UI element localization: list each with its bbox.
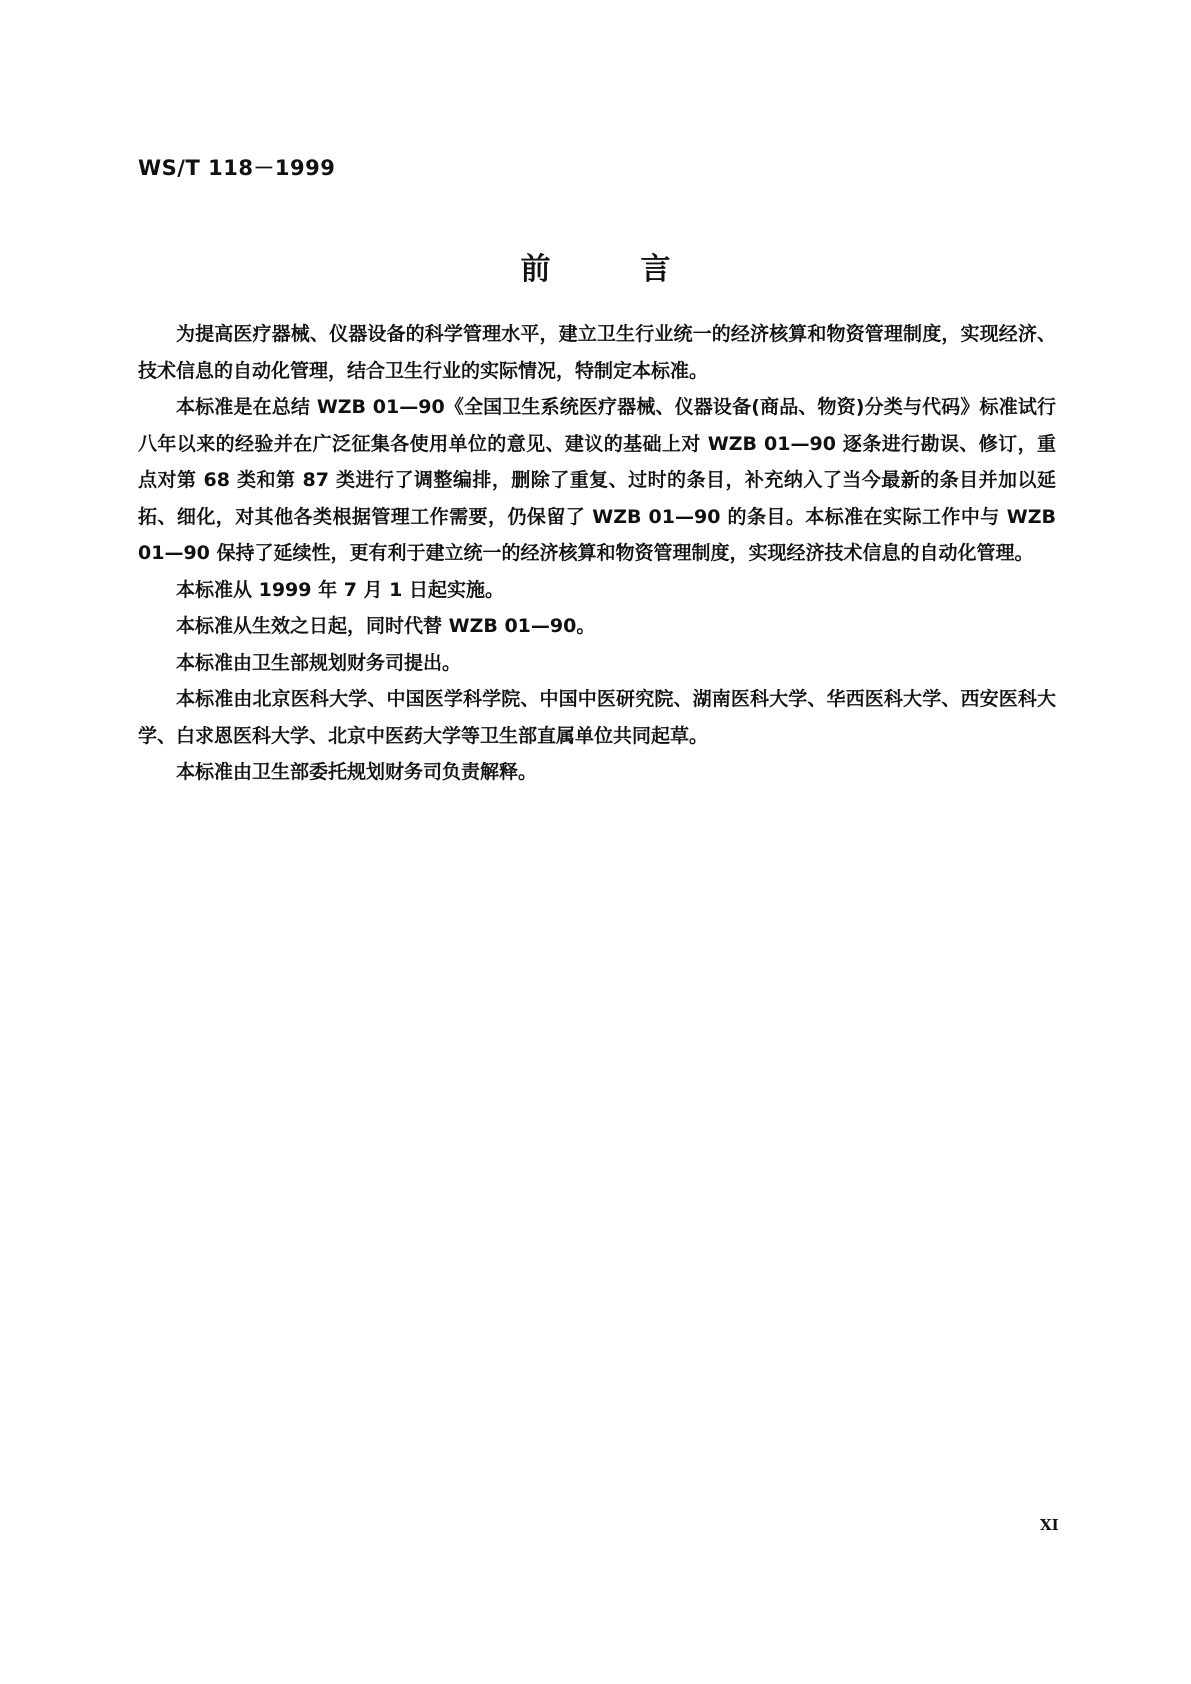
paragraph-replacement: 本标准从生效之日起，同时代替 WZB 01—90。 [176, 615, 596, 637]
paragraph-interpretation: 本标准由卫生部委托规划财务司负责解释。 [176, 761, 538, 783]
paragraph-drafters: 本标准由北京医科大学、中国医学科学院、中国中医研究院、湖南医科大学、华西医科大学、西安医科大学、白求恩医科大学、北京中医药大学等卫生部直属单位共同起草。 [138, 688, 1056, 747]
page-title [0, 244, 1191, 288]
paragraph-effective-date: 本标准从 1999 年 7 月 1 日起实施。 [176, 578, 505, 601]
paragraph-purpose: 为提高医疗器械、仪器设备的科学管理水平，建立卫生行业统一的经济核算和物资管理制度，实现经济、技术信息的自动化管理，结合卫生行业的实际情况，特制定本标准。 [138, 323, 1056, 382]
standard-code: WS/T 118－1999 [138, 156, 336, 180]
paragraph-background: 本标准是在总结 WZB 01—90《全国卫生系统医疗器械、仪器设备(商品、物资)分类与代码》标准试行八年以来的经验并在广泛征集各使用单位的意见、建议的基础上对 WZB 01—90 逐条进行勘误、修订，重点对第 68 类和第 87 类进行了调整编排，删除了重复、过时的条目，补充纳入了当今最新的条目并加以延拓、细化，对其他各类根据管理工作需要，仍保留了 WZB 01—90 的条目。本标准在实际工作中与 WZB 01—90 保持了延续性，更有利于建立统一的经济核算和物资管理制度，实现经济技术信息的自动化管理。 [138, 396, 1056, 564]
paragraph-proposer: 本标准由卫生部规划财务司提出。 [176, 651, 462, 674]
title-char-2: 言 [640, 252, 671, 287]
page-number: XI [1040, 1516, 1059, 1534]
foreword-body [138, 316, 1056, 791]
title-char-1: 前 [520, 252, 551, 287]
